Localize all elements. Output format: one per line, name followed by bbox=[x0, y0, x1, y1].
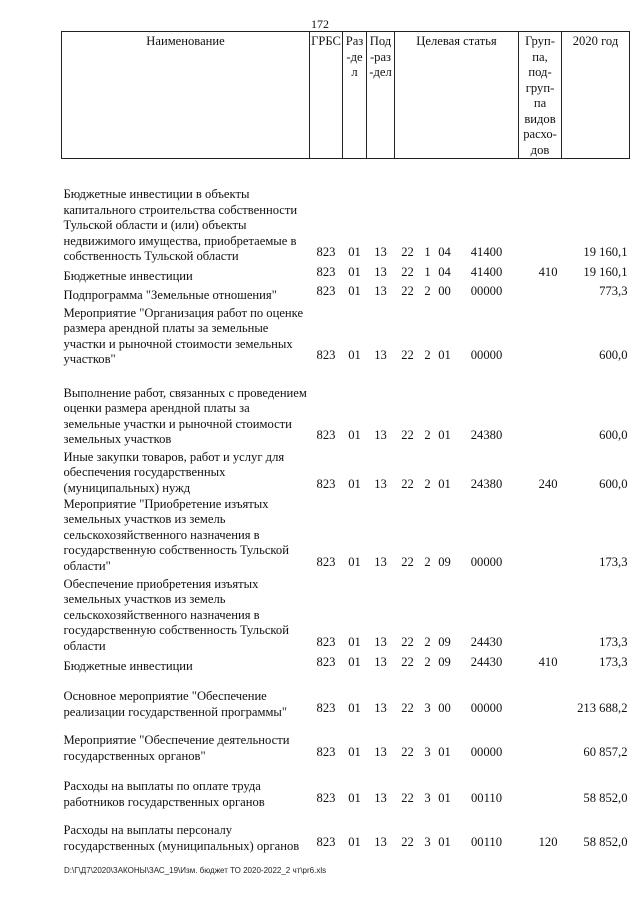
row-name: Обеспечение приобретения изъятых земельных участков из земель сельскохозяйственного назначения в государственную собственность Тульской области bbox=[63, 576, 289, 653]
row-target-direction: 41400 bbox=[470, 245, 503, 259]
row-razdel: 01 bbox=[348, 245, 361, 259]
header-vid-raskhodov: Груп-па, под-груп-па видов расхо-дов bbox=[519, 32, 562, 159]
table-row bbox=[62, 720, 630, 764]
row-grbs: 823 bbox=[316, 654, 336, 669]
row-expense-type bbox=[519, 574, 562, 654]
row-amount-2020: 19 160,1 bbox=[583, 245, 628, 259]
header-year-2020: 2020 год bbox=[562, 32, 630, 159]
table-row bbox=[62, 654, 630, 674]
row-target-program: 22 bbox=[401, 348, 414, 362]
table-row bbox=[62, 368, 630, 448]
row-target-subprogram: 1 bbox=[424, 264, 431, 279]
row-name: Подпрограмма "Земельные отношения" bbox=[63, 288, 277, 302]
row-amount-2020: 173,3 bbox=[599, 634, 628, 649]
row-expense-type bbox=[519, 720, 562, 764]
table-row bbox=[62, 304, 630, 368]
row-expense-type: 410 bbox=[538, 654, 558, 669]
row-amount-2020: 19 160,1 bbox=[583, 264, 628, 279]
row-name: Бюджетные инвестиции bbox=[63, 658, 193, 673]
row-razdel: 01 bbox=[348, 654, 361, 669]
row-target-subprogram: 2 bbox=[424, 284, 431, 298]
row-target-program: 22 bbox=[401, 834, 414, 849]
row-podrazdel: 13 bbox=[374, 245, 387, 259]
row-grbs: 823 bbox=[316, 834, 336, 849]
row-target-subprogram: 1 bbox=[424, 245, 431, 259]
row-target-subprogram: 2 bbox=[424, 554, 431, 569]
row-grbs: 823 bbox=[316, 790, 336, 805]
row-expense-type bbox=[519, 284, 562, 304]
row-amount-2020: 600,0 bbox=[599, 476, 628, 491]
row-amount-2020: 173,3 bbox=[599, 554, 628, 569]
row-target-event: 00 bbox=[438, 284, 451, 298]
row-razdel: 01 bbox=[348, 348, 361, 362]
row-target-program: 22 bbox=[401, 284, 414, 298]
row-target-program: 22 bbox=[401, 654, 414, 669]
row-amount-2020: 773,3 bbox=[599, 284, 628, 298]
row-amount-2020: 60 857,2 bbox=[583, 744, 628, 759]
row-target-event: 01 bbox=[438, 744, 451, 759]
row-target-event: 09 bbox=[438, 654, 451, 669]
row-name: Основное мероприятие "Обеспечение реализации государственной программы" bbox=[63, 689, 288, 719]
row-target-subprogram: 3 bbox=[424, 744, 431, 759]
row-name: Мероприятие "Организация работ по оценке размера арендной платы за земельные участки и рыночной стоимости земельных участков" bbox=[63, 305, 304, 366]
row-podrazdel: 13 bbox=[374, 790, 387, 805]
row-target-event: 01 bbox=[438, 834, 451, 849]
row-razdel: 01 bbox=[348, 634, 361, 649]
row-expense-type: 410 bbox=[538, 264, 558, 279]
row-grbs: 823 bbox=[316, 634, 336, 649]
row-expense-type bbox=[519, 764, 562, 810]
header-grbs: ГРБС bbox=[310, 32, 343, 159]
row-name: Расходы на выплаты персоналу государственных (муниципальных) органов bbox=[63, 823, 300, 853]
row-podrazdel: 13 bbox=[374, 834, 387, 849]
row-grbs: 823 bbox=[316, 245, 336, 259]
row-target-direction: 00000 bbox=[470, 700, 503, 715]
row-razdel: 01 bbox=[348, 834, 361, 849]
row-name: Иные закупки товаров, работ и услуг для обеспечения государственных (муниципальных) нужд bbox=[63, 449, 285, 495]
row-target-subprogram: 2 bbox=[424, 654, 431, 669]
row-target-event: 01 bbox=[438, 476, 451, 491]
row-target-event: 01 bbox=[438, 790, 451, 805]
row-target-event: 04 bbox=[438, 264, 451, 279]
row-target-program: 22 bbox=[401, 264, 414, 279]
header-podrazdel: Под-раз-дел bbox=[367, 32, 395, 159]
row-grbs: 823 bbox=[316, 428, 336, 442]
row-name: Мероприятие "Приобретение изъятых земельных участков из земель сельскохозяйственного назначения в государственную собственность Тульской области" bbox=[63, 496, 289, 573]
row-razdel: 01 bbox=[348, 264, 361, 279]
row-target-subprogram: 3 bbox=[424, 834, 431, 849]
row-amount-2020: 600,0 bbox=[599, 428, 628, 442]
table-row bbox=[62, 159, 630, 265]
row-target-event: 01 bbox=[438, 428, 451, 442]
row-podrazdel: 13 bbox=[374, 744, 387, 759]
table-row bbox=[62, 496, 630, 574]
row-target-direction: 24430 bbox=[470, 634, 503, 649]
row-target-direction: 00000 bbox=[470, 744, 503, 759]
table-row bbox=[62, 265, 630, 285]
row-razdel: 01 bbox=[348, 700, 361, 715]
row-amount-2020: 600,0 bbox=[599, 348, 628, 362]
row-razdel: 01 bbox=[348, 284, 361, 298]
row-grbs: 823 bbox=[316, 284, 336, 298]
row-expense-type bbox=[519, 368, 562, 448]
row-target-direction: 24380 bbox=[470, 428, 503, 442]
row-razdel: 01 bbox=[348, 554, 361, 569]
row-name: Расходы на выплаты по оплате труда работников государственных органов bbox=[63, 779, 265, 809]
page-number: 172 bbox=[311, 17, 329, 31]
row-target-subprogram: 3 bbox=[424, 700, 431, 715]
row-podrazdel: 13 bbox=[374, 428, 387, 442]
row-razdel: 01 bbox=[348, 790, 361, 805]
row-target-event: 01 bbox=[438, 348, 451, 362]
row-target-program: 22 bbox=[401, 476, 414, 491]
row-podrazdel: 13 bbox=[374, 554, 387, 569]
row-grbs: 823 bbox=[316, 264, 336, 279]
row-name: Бюджетные инвестиции bbox=[63, 268, 193, 283]
row-podrazdel: 13 bbox=[374, 700, 387, 715]
row-grbs: 823 bbox=[316, 554, 336, 569]
table-row bbox=[62, 764, 630, 810]
row-razdel: 01 bbox=[348, 428, 361, 442]
row-target-program: 22 bbox=[401, 554, 414, 569]
row-target-direction: 00110 bbox=[470, 834, 503, 849]
row-name: Выполнение работ, связанных с проведением оценки размера арендной платы за земельные участки и рыночной стоимости земельных участков bbox=[63, 385, 307, 446]
row-name: Мероприятие "Обеспечение деятельности государственных органов" bbox=[63, 733, 290, 763]
table-row bbox=[62, 810, 630, 854]
row-podrazdel: 13 bbox=[374, 654, 387, 669]
row-podrazdel: 13 bbox=[374, 348, 387, 362]
row-razdel: 01 bbox=[348, 744, 361, 759]
row-amount-2020: 58 852,0 bbox=[583, 790, 628, 805]
row-target-program: 22 bbox=[401, 700, 414, 715]
row-target-direction: 00000 bbox=[470, 348, 503, 362]
row-amount-2020: 213 688,2 bbox=[577, 700, 628, 715]
header-razdel: Раз-дел bbox=[343, 32, 367, 159]
table-row bbox=[62, 448, 630, 497]
row-target-direction: 00000 bbox=[470, 284, 503, 298]
table-body bbox=[62, 159, 630, 855]
table-header-row bbox=[62, 32, 630, 159]
row-podrazdel: 13 bbox=[374, 476, 387, 491]
row-amount-2020: 173,3 bbox=[599, 654, 628, 669]
row-expense-type bbox=[519, 304, 562, 368]
row-expense-type: 240 bbox=[538, 476, 558, 491]
table-row bbox=[62, 284, 630, 304]
row-grbs: 823 bbox=[316, 348, 336, 362]
row-target-program: 22 bbox=[401, 245, 414, 259]
row-target-event: 09 bbox=[438, 634, 451, 649]
row-target-program: 22 bbox=[401, 744, 414, 759]
row-expense-type bbox=[519, 496, 562, 574]
row-target-direction: 24430 bbox=[470, 654, 503, 669]
row-target-event: 04 bbox=[438, 245, 451, 259]
row-podrazdel: 13 bbox=[374, 264, 387, 279]
row-expense-type bbox=[519, 674, 562, 720]
row-target-direction: 00110 bbox=[470, 790, 503, 805]
row-name: Бюджетные инвестиции в объекты капитального строительства собственности Тульской области и (или) объекты недвижимого имущества, приобретаемые в собственность Тульской области bbox=[63, 187, 298, 263]
row-target-program: 22 bbox=[401, 634, 414, 649]
row-grbs: 823 bbox=[316, 744, 336, 759]
row-grbs: 823 bbox=[316, 700, 336, 715]
row-expense-type bbox=[519, 159, 562, 265]
header-name: Наименование bbox=[62, 32, 310, 159]
table-row bbox=[62, 574, 630, 654]
row-razdel: 01 bbox=[348, 476, 361, 491]
row-target-direction: 41400 bbox=[470, 264, 503, 279]
row-target-subprogram: 2 bbox=[424, 428, 431, 442]
budget-table bbox=[61, 31, 630, 854]
row-grbs: 823 bbox=[316, 476, 336, 491]
row-target-subprogram: 2 bbox=[424, 348, 431, 362]
row-target-subprogram: 3 bbox=[424, 790, 431, 805]
row-target-direction: 00000 bbox=[470, 554, 503, 569]
row-target-event: 00 bbox=[438, 700, 451, 715]
row-target-program: 22 bbox=[401, 790, 414, 805]
row-expense-type: 120 bbox=[538, 834, 558, 849]
row-amount-2020: 58 852,0 bbox=[583, 834, 628, 849]
row-target-event: 09 bbox=[438, 554, 451, 569]
row-target-program: 22 bbox=[401, 428, 414, 442]
row-podrazdel: 13 bbox=[374, 284, 387, 298]
row-target-subprogram: 2 bbox=[424, 634, 431, 649]
row-target-direction: 24380 bbox=[470, 476, 503, 491]
table-row bbox=[62, 674, 630, 720]
header-tselevaya-statya: Целевая статья bbox=[395, 32, 519, 159]
row-target-subprogram: 2 bbox=[424, 476, 431, 491]
file-path-footer: D:\Г\Д7\2020\ЗАКОНЫ\ЗАС_19\Изм. бюджет ТО 2020-2022_2 чт\pr6.xls bbox=[64, 866, 327, 875]
row-podrazdel: 13 bbox=[374, 634, 387, 649]
